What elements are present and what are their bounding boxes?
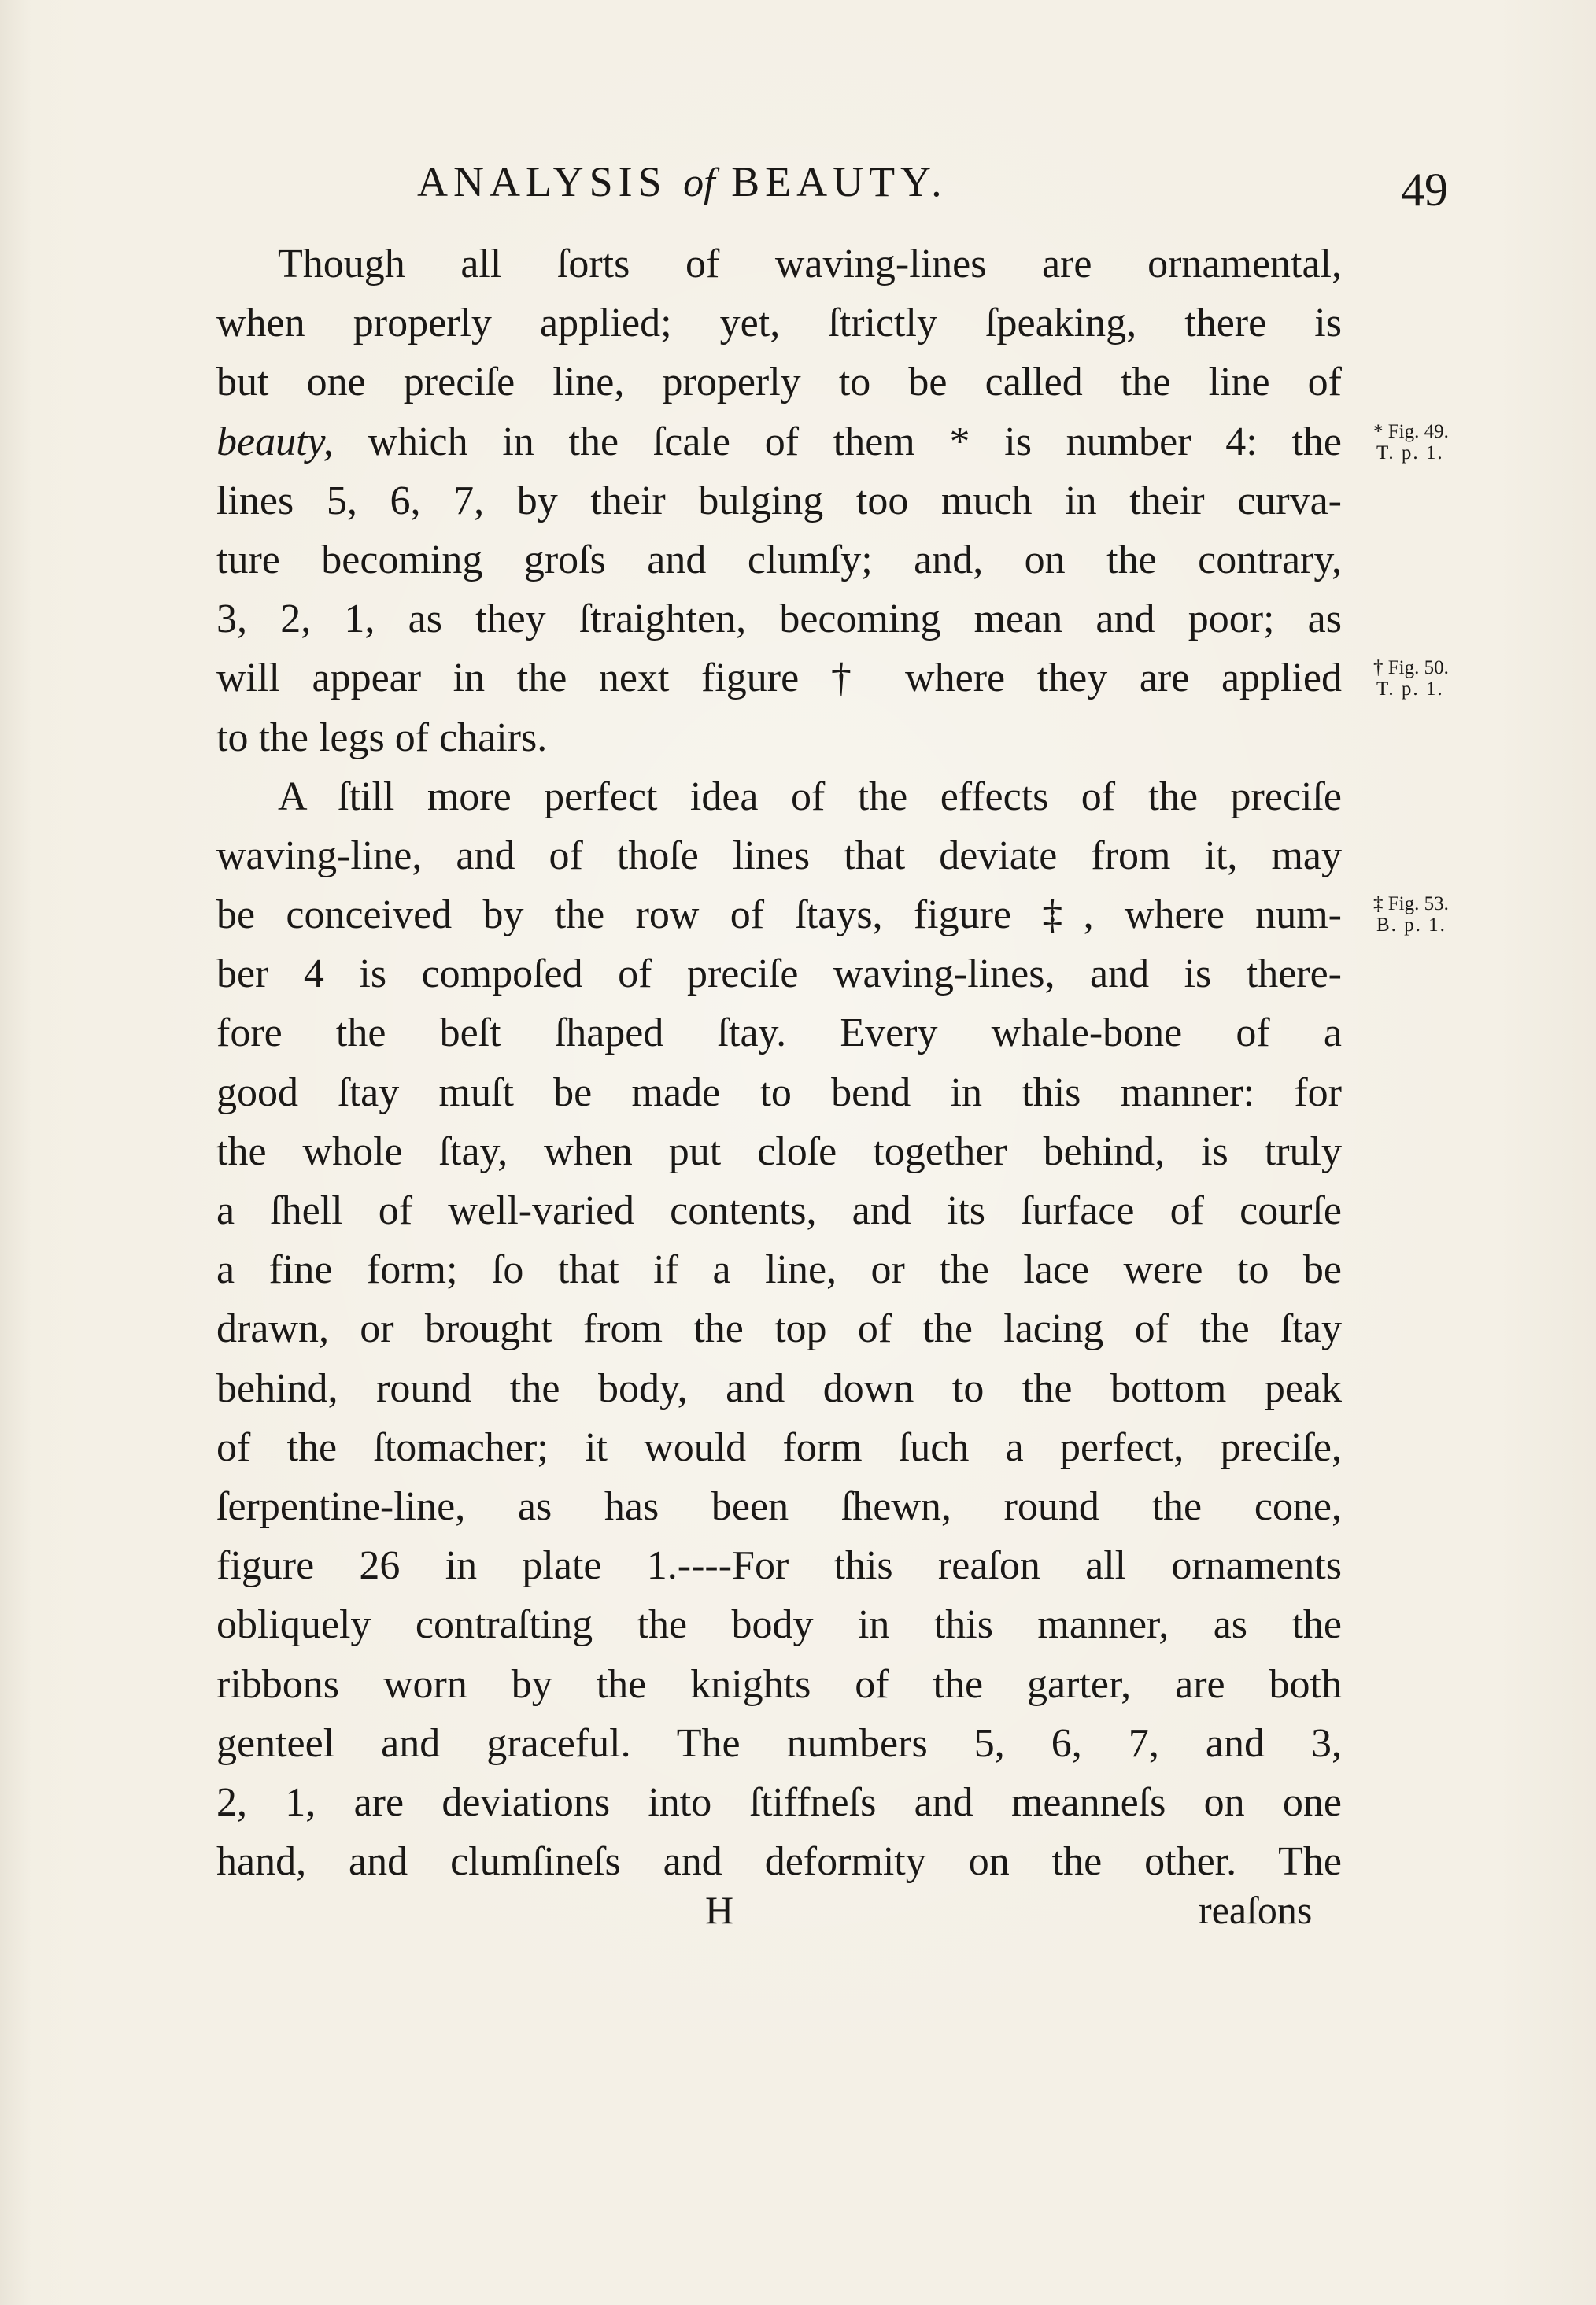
text-line: a fine form; ſo that if a line, or the lace were to be [216,1247,1342,1293]
margin-note-plate: B. p. 1. [1376,914,1446,936]
page-number: 49 [1401,164,1448,216]
text-line: genteel and graceful. The numbers 5, 6, 7, and 3, [216,1720,1342,1766]
text-line: to the legs of chairs. [216,715,548,760]
text-line: fore the beſt ſhaped ſtay. Every whale-bone of a [216,1010,1342,1056]
text-line: ribbons worn by the knights of the garter, are both [216,1661,1342,1707]
running-head-of: of [683,161,715,205]
text-line: hand, and clumſineſs and deformity on the other. The [216,1839,1342,1885]
margin-note-fig-49 [1373,421,1449,464]
margin-note-plate: T. p. 1. [1376,442,1444,464]
text-line: figure 26 in plate 1.----For this reaſon all ornaments [216,1543,1342,1589]
text-line-rest: which in the ſcale of them * is number 4: the [333,419,1342,464]
text-line: ture becoming groſs and clumſy; and, on the contrary, [216,537,1342,582]
text-line: ſerpentine-line, as has been ſhewn, round the cone, [216,1483,1342,1529]
text-line: lines 5, 6, 7, by their bulging too much in their curva- [216,478,1342,523]
signature-mark: H [705,1888,734,1932]
running-head [417,157,948,206]
text-line: when properly applied; yet, ſtrictly ſpeaking, there is [216,301,1342,346]
running-head-right: BEAUTY. [715,158,948,205]
text-line: of the ſtomacher; it would form ſuch a perfect, preciſe, [216,1424,1342,1470]
text-line: 2, 1, are deviations into ſtiffneſs and meanneſs on one [216,1779,1342,1825]
margin-note-plate: T. p. 1. [1376,678,1444,700]
margin-note-fig-53 [1373,893,1449,936]
text-line: but one preciſe line, properly to be called the line of [216,360,1342,405]
body-text [216,235,1342,1891]
text-line: obliquely contraſting the body in this manner, as the [216,1602,1342,1648]
text-line: ber 4 is compoſed of preciſe waving-lines, and is there- [216,951,1342,997]
text-line: will appear in the next figure † where they are applied [216,656,1342,701]
text-line: waving-line, and of thoſe lines that deviate from it, may [216,833,1342,878]
margin-note-fig-50 [1373,657,1449,700]
text-line [216,412,1342,471]
text-line: behind, round the body, and down to the bottom peak [216,1365,1342,1411]
running-head-left: ANALYSIS [417,158,684,205]
margin-note-ref: † Fig. 50. [1373,657,1449,678]
text-line: Though all ſorts of waving-lines are ornamental, [278,242,1342,286]
text-line: drawn, or brought from the top of the lacing of the ſtay [216,1306,1342,1352]
text-line: 3, 2, 1, as they ſtraighten, becoming mean and poor; as [216,597,1342,642]
italic-word-beauty: beauty, [216,419,334,464]
margin-note-ref: ‡ Fig. 53. [1373,893,1449,914]
text-line: good ſtay muſt be made to bend in this manner: for [216,1069,1342,1115]
text-line: be conceived by the row of ſtays, figure ‡, where num- [216,892,1342,938]
text-line: a ſhell of well-varied contents, and its ſurface of courſe [216,1188,1342,1233]
catchword: reaſons [1199,1888,1313,1932]
text-line: the whole ſtay, when put cloſe together behind, is truly [216,1128,1342,1174]
margin-note-ref: * Fig. 49. [1373,421,1449,442]
text-line: A ſtill more perfect idea of the effects of the preciſe [278,774,1342,819]
